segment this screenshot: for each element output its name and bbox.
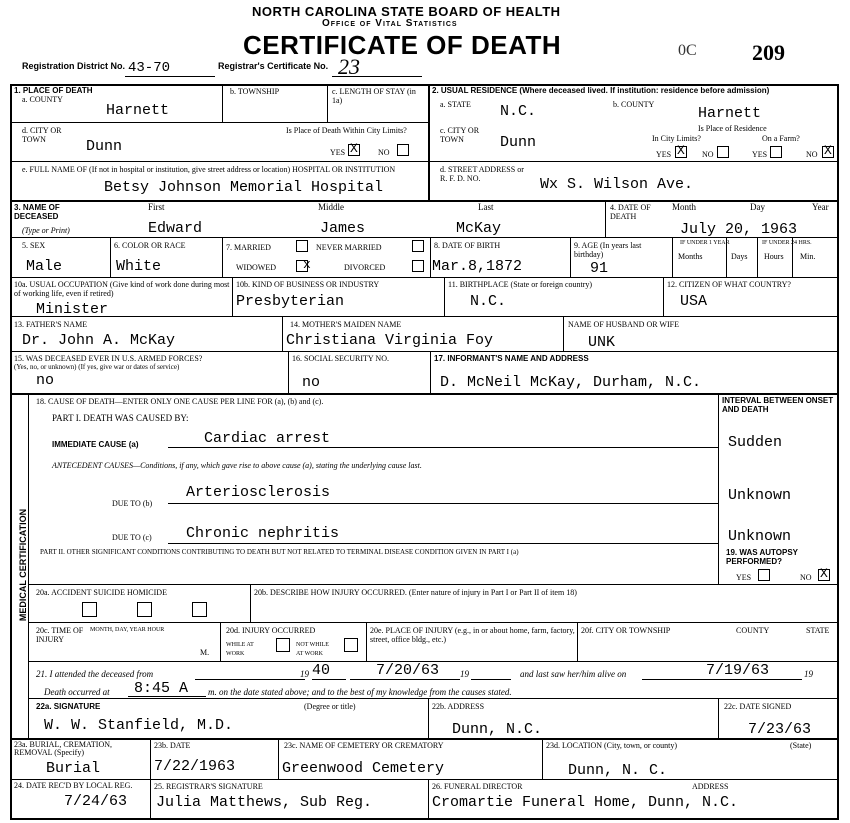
married-checkbox[interactable] bbox=[296, 240, 308, 252]
middle-name-field[interactable]: James bbox=[320, 220, 366, 237]
accident-checkbox[interactable] bbox=[82, 602, 97, 617]
time-m-label: M. bbox=[200, 648, 210, 657]
accident-label: 20a. ACCIDENT SUICIDE HOMICIDE bbox=[36, 588, 167, 597]
location-state-label: (State) bbox=[790, 741, 812, 750]
physician-address-field[interactable]: Dunn, N.C. bbox=[452, 721, 543, 738]
time-of-injury-label: 20c. TIME OF INJURY bbox=[36, 626, 84, 644]
age-field[interactable]: 91 bbox=[590, 260, 609, 277]
degree-label: (Degree or title) bbox=[304, 702, 356, 711]
burial-date-label: 23b. DATE bbox=[154, 741, 191, 750]
months-label: Months bbox=[678, 252, 703, 261]
due-to-b-label: DUE TO (b) bbox=[112, 499, 153, 508]
middle-name-label: Middle bbox=[318, 202, 344, 212]
under-24-hours-label: IF UNDER 24 HRS. bbox=[762, 240, 812, 246]
res-farm-mark: X bbox=[824, 143, 832, 158]
res-in-city-no-label: NO bbox=[702, 150, 714, 159]
res-in-city-mark: X bbox=[677, 143, 685, 158]
burial-field[interactable]: Burial bbox=[46, 760, 101, 777]
occupation-label: 10a. USUAL OCCUPATION (Give kind of work done during most of working life, even if retired) bbox=[14, 280, 230, 298]
due-to-b-field[interactable]: Arteriosclerosis bbox=[186, 484, 331, 501]
age-label: 9. AGE (In years last birthday) bbox=[574, 241, 642, 259]
injury-occurred-label: 20d. INJURY OCCURRED bbox=[226, 626, 316, 635]
date-of-death-label: 4. DATE OF DEATH bbox=[610, 203, 651, 221]
part-1-label: PART I. DEATH WAS CAUSED BY: bbox=[52, 413, 189, 423]
hospital-label: e. FULL NAME OF (If not in hospital or institution, give street address or location) HOSPITAL OR INSTITUTION bbox=[22, 165, 396, 174]
length-of-stay-label: c. LENGTH OF STAY (in 1a) bbox=[332, 87, 416, 105]
dob-field[interactable]: Mar.8,1872 bbox=[432, 258, 523, 275]
widowed-mark: x bbox=[303, 257, 311, 272]
res-in-city-label: In City Limits? bbox=[652, 134, 701, 143]
time-columns-label: MONTH, DAY, YEAR HOUR bbox=[90, 627, 165, 633]
sex-label: 5. SEX bbox=[22, 241, 46, 250]
hours-label: Hours bbox=[764, 252, 784, 261]
part-2-label: PART II. OTHER SIGNIFICANT CONDITIONS CONTRIBUTING TO DEATH BUT NOT RELATED TO TERMINAL DISEASE CONDITION GIVEN IN PART I (a) bbox=[40, 548, 519, 556]
res-county-label: b. COUNTY bbox=[613, 100, 655, 109]
date-received-label: 24. DATE REC'D BY LOCAL REG. bbox=[14, 781, 133, 790]
autopsy-no-label: NO bbox=[800, 573, 812, 582]
suicide-checkbox[interactable] bbox=[137, 602, 152, 617]
date-of-death-field[interactable]: July 20, 1963 bbox=[680, 221, 798, 238]
last-saw-field[interactable]: 7/19/63 bbox=[706, 662, 770, 679]
immediate-cause-field[interactable]: Cardiac arrest bbox=[204, 430, 331, 447]
citizen-label: 12. CITIZEN OF WHAT COUNTRY? bbox=[667, 280, 791, 289]
death-county-label: a. COUNTY bbox=[22, 95, 63, 104]
occurred-time-field[interactable]: 8:45 A bbox=[134, 680, 189, 697]
attended-from-field[interactable]: 40 bbox=[312, 662, 331, 679]
res-state-label: a. STATE bbox=[440, 100, 471, 109]
death-no-label: NO bbox=[378, 148, 390, 157]
not-while-at-work-label: NOT WHILE AT WORK bbox=[296, 642, 329, 657]
attended-to-19-label: 19 bbox=[460, 669, 469, 679]
armed-forces-label: 15. WAS DECEASED EVER IN U.S. ARMED FORCES? bbox=[14, 354, 203, 363]
autopsy-yes-checkbox[interactable] bbox=[758, 569, 770, 581]
last-saw-19-label: 19 bbox=[804, 669, 813, 679]
funeral-director-label: 26. FUNERAL DIRECTOR bbox=[432, 782, 523, 791]
attended-label: 21. I attended the deceased from bbox=[36, 669, 154, 679]
business-field[interactable]: Presbyterian bbox=[236, 293, 345, 310]
within-limits-label: Is Place of Death Within City Limits? bbox=[286, 126, 407, 135]
sex-field[interactable]: Male bbox=[26, 258, 63, 275]
medical-certification-label: MEDICAL CERTIFICATION bbox=[18, 508, 28, 622]
res-farm-no-label: NO bbox=[806, 150, 818, 159]
death-yes-label: YES bbox=[330, 148, 346, 157]
due-to-c-interval-field[interactable]: Unknown bbox=[728, 528, 792, 545]
month-label: Month bbox=[672, 202, 697, 212]
res-farm-no-checkbox[interactable] bbox=[822, 143, 834, 158]
father-field[interactable]: Dr. John A. McKay bbox=[22, 332, 176, 349]
reg-cert-label: Registrar's Certificate No. bbox=[218, 61, 329, 71]
res-farm-label: On a Farm? bbox=[762, 134, 800, 143]
date-signed-field[interactable]: 7/23/63 bbox=[748, 721, 812, 738]
mother-label: 14. MOTHER'S MAIDEN NAME bbox=[290, 320, 402, 329]
res-in-city-no-checkbox[interactable] bbox=[717, 146, 729, 158]
res-city-field[interactable]: Dunn bbox=[500, 134, 537, 151]
informant-field[interactable]: D. McNeil McKay, Durham, N.C. bbox=[440, 374, 702, 391]
while-at-work-checkbox[interactable] bbox=[276, 638, 290, 652]
injury-how-label: 20b. DESCRIBE HOW INJURY OCCURRED. (Enter nature of injury in Part I or Part II of item 18) bbox=[254, 588, 577, 597]
res-farm-yes-label: YES bbox=[752, 150, 768, 159]
attended-19-label: 19 bbox=[300, 669, 309, 679]
deceased-name-label: 3. NAME OF DECEASED bbox=[14, 203, 60, 221]
death-township-label: b. TOWNSHIP bbox=[230, 87, 280, 96]
funeral-director-address-label: ADDRESS bbox=[692, 782, 729, 791]
ssn-field[interactable]: no bbox=[302, 374, 321, 391]
year-label: Year bbox=[812, 202, 829, 212]
ssn-label: 16. SOCIAL SECURITY NO. bbox=[292, 354, 389, 363]
race-field[interactable]: White bbox=[116, 258, 162, 275]
last-name-field[interactable]: McKay bbox=[456, 220, 502, 237]
signature-field[interactable]: W. W. Stanfield, M.D. bbox=[44, 717, 234, 734]
immediate-cause-label: IMMEDIATE CAUSE (a) bbox=[52, 440, 139, 449]
autopsy-yes-label: YES bbox=[736, 573, 752, 582]
physician-address-label: 22b. ADDRESS bbox=[432, 702, 485, 711]
last-name-label: Last bbox=[478, 202, 494, 212]
registrar-label: 25. REGISTRAR'S SIGNATURE bbox=[154, 782, 263, 791]
res-county-field[interactable]: Harnett bbox=[698, 105, 762, 122]
res-in-city-yes-label: YES bbox=[656, 150, 672, 159]
location-label: 23d. LOCATION (City, town, or county) bbox=[546, 741, 678, 750]
never-married-checkbox[interactable] bbox=[412, 240, 424, 252]
cemetery-field[interactable]: Greenwood Cemetery bbox=[282, 760, 445, 777]
under-1-year-label: IF UNDER 1 YEAR bbox=[680, 240, 730, 246]
first-name-label: First bbox=[148, 202, 165, 212]
residence-label: 2. USUAL RESIDENCE (Where deceased lived. If institution: residence before admission) bbox=[432, 86, 770, 95]
death-city-label: d. CITY OR TOWN bbox=[22, 126, 62, 144]
informant-label: 17. INFORMANT'S NAME AND ADDRESS bbox=[434, 354, 589, 363]
deceased-name-hint: (Type or Print) bbox=[22, 226, 70, 235]
due-to-c-field[interactable]: Chronic nephritis bbox=[186, 525, 340, 542]
death-city-field[interactable]: Dunn bbox=[86, 138, 123, 155]
location-field[interactable]: Dunn, N. C. bbox=[568, 762, 668, 779]
occurred-label: Death occurred at bbox=[44, 687, 110, 697]
funeral-director-field[interactable]: Cromartie Funeral Home, Dunn, N.C. bbox=[432, 794, 739, 811]
business-label: 10b. KIND OF BUSINESS OR INDUSTRY bbox=[236, 280, 380, 289]
death-within-limits-yes-checkbox[interactable] bbox=[348, 141, 360, 156]
while-at-work-label: WHILE AT WORK bbox=[226, 642, 254, 657]
due-to-b-interval-field[interactable]: Unknown bbox=[728, 487, 792, 504]
autopsy-mark: X bbox=[820, 566, 828, 581]
citizen-field[interactable]: USA bbox=[680, 293, 708, 310]
days-label: Days bbox=[731, 252, 748, 261]
armed-forces-hint: (Yes, no, or unknown) (If yes, give war or dates of service) bbox=[14, 363, 180, 371]
reg-district-label: Registration District No. bbox=[22, 61, 126, 71]
not-while-at-work-checkbox[interactable] bbox=[344, 638, 358, 652]
birthplace-field[interactable]: N.C. bbox=[470, 293, 507, 310]
reg-district-value: 43-70 bbox=[128, 60, 171, 76]
injury-state-label: STATE bbox=[806, 626, 830, 635]
never-married-label: NEVER MARRIED bbox=[316, 243, 382, 252]
autopsy-label: 19. WAS AUTOPSY PERFORMED? bbox=[726, 548, 798, 566]
day-label: Day bbox=[750, 202, 765, 212]
min-label: Min. bbox=[800, 252, 816, 261]
father-label: 13. FATHER'S NAME bbox=[14, 320, 88, 329]
agency-name: NORTH CAROLINA STATE BOARD OF HEALTH bbox=[252, 4, 561, 19]
immediate-interval-field[interactable]: Sudden bbox=[728, 434, 783, 451]
armed-forces-field[interactable]: no bbox=[36, 372, 55, 389]
res-farm-yes-checkbox[interactable] bbox=[770, 146, 782, 158]
hospital-field[interactable]: Betsy Johnson Memorial Hospital bbox=[104, 179, 384, 196]
homicide-checkbox[interactable] bbox=[192, 602, 207, 617]
spouse-label: NAME OF HUSBAND OR WIFE bbox=[568, 320, 679, 329]
dob-label: 8. DATE OF BIRTH bbox=[434, 241, 501, 250]
widowed-checkbox[interactable] bbox=[296, 257, 311, 272]
spouse-field[interactable]: UNK bbox=[588, 334, 616, 351]
last-saw-label: and last saw her/him alive on bbox=[520, 669, 627, 679]
res-state-field[interactable]: N.C. bbox=[500, 103, 537, 120]
res-in-city-yes-checkbox[interactable] bbox=[675, 143, 687, 158]
form-title: CERTIFICATE OF DEATH bbox=[243, 30, 562, 60]
autopsy-no-checkbox[interactable] bbox=[818, 566, 830, 581]
attended-to-field[interactable]: 7/20/63 bbox=[376, 662, 440, 679]
divorced-checkbox[interactable] bbox=[412, 260, 424, 272]
res-city-label: c. CITY OR TOWN bbox=[440, 126, 480, 144]
divorced-label: DIVORCED bbox=[344, 263, 386, 272]
first-name-field[interactable]: Edward bbox=[148, 220, 203, 237]
due-to-c-label: DUE TO (c) bbox=[112, 533, 152, 542]
res-place-label: Is Place of Residence bbox=[698, 124, 767, 133]
birthplace-label: 11. BIRTHPLACE (State or foreign country) bbox=[448, 280, 593, 289]
cause-of-death-label: 18. CAUSE OF DEATH—ENTER ONLY ONE CAUSE PER LINE FOR (a), (b) and (c). bbox=[36, 397, 324, 406]
signature-label: 22a. SIGNATURE bbox=[36, 702, 101, 711]
stamp-number: 209 bbox=[752, 40, 785, 65]
office-name: Office of Vital Statistics bbox=[322, 18, 458, 29]
occupation-field[interactable]: Minister bbox=[36, 301, 109, 318]
cemetery-label: 23c. NAME OF CEMETERY OR CREMATORY bbox=[284, 741, 444, 750]
occurred-suffix-label: m. on the date stated above; and to the best of my knowledge from the causes stated. bbox=[208, 687, 512, 697]
reg-cert-value: 23 bbox=[338, 54, 360, 79]
injury-city-label: 20f. CITY OR TOWNSHIP bbox=[581, 626, 671, 635]
res-street-field[interactable]: Wx S. Wilson Ave. bbox=[540, 176, 694, 193]
interval-label: INTERVAL BETWEEN ONSET AND DEATH bbox=[722, 396, 834, 414]
burial-label: 23a. BURIAL, CREMATION, REMOVAL (Specify) bbox=[14, 740, 112, 757]
registrar-field[interactable]: Julia Matthews, Sub Reg. bbox=[156, 794, 373, 811]
death-within-limits-mark: X bbox=[350, 141, 358, 156]
mother-field[interactable]: Christiana Virginia Foy bbox=[286, 332, 494, 349]
widowed-label: WIDOWED bbox=[236, 263, 276, 272]
injury-place-label: 20e. PLACE OF INJURY (e.g., in or about home, farm, factory, street, office bldg., etc.) bbox=[370, 626, 575, 644]
date-signed-label: 22c. DATE SIGNED bbox=[724, 702, 792, 711]
death-within-limits-no-checkbox[interactable] bbox=[397, 144, 409, 156]
place-of-death-label: 1. PLACE OF DEATH bbox=[14, 86, 93, 95]
married-label: 7. MARRIED bbox=[226, 243, 271, 252]
date-received-field[interactable]: 7/24/63 bbox=[64, 793, 128, 810]
stamp-prefix: 0C bbox=[678, 42, 697, 59]
injury-county-label: COUNTY bbox=[736, 626, 770, 635]
race-label: 6. COLOR OR RACE bbox=[114, 241, 186, 250]
res-street-label: d. STREET ADDRESS or R. F. D. NO. bbox=[440, 165, 524, 183]
burial-date-field[interactable]: 7/22/1963 bbox=[154, 758, 236, 775]
death-county-field[interactable]: Harnett bbox=[106, 102, 170, 119]
antecedent-label: ANTECEDENT CAUSES—Conditions, if any, which gave rise to above cause (a), stating the underlying cause last. bbox=[52, 461, 422, 470]
